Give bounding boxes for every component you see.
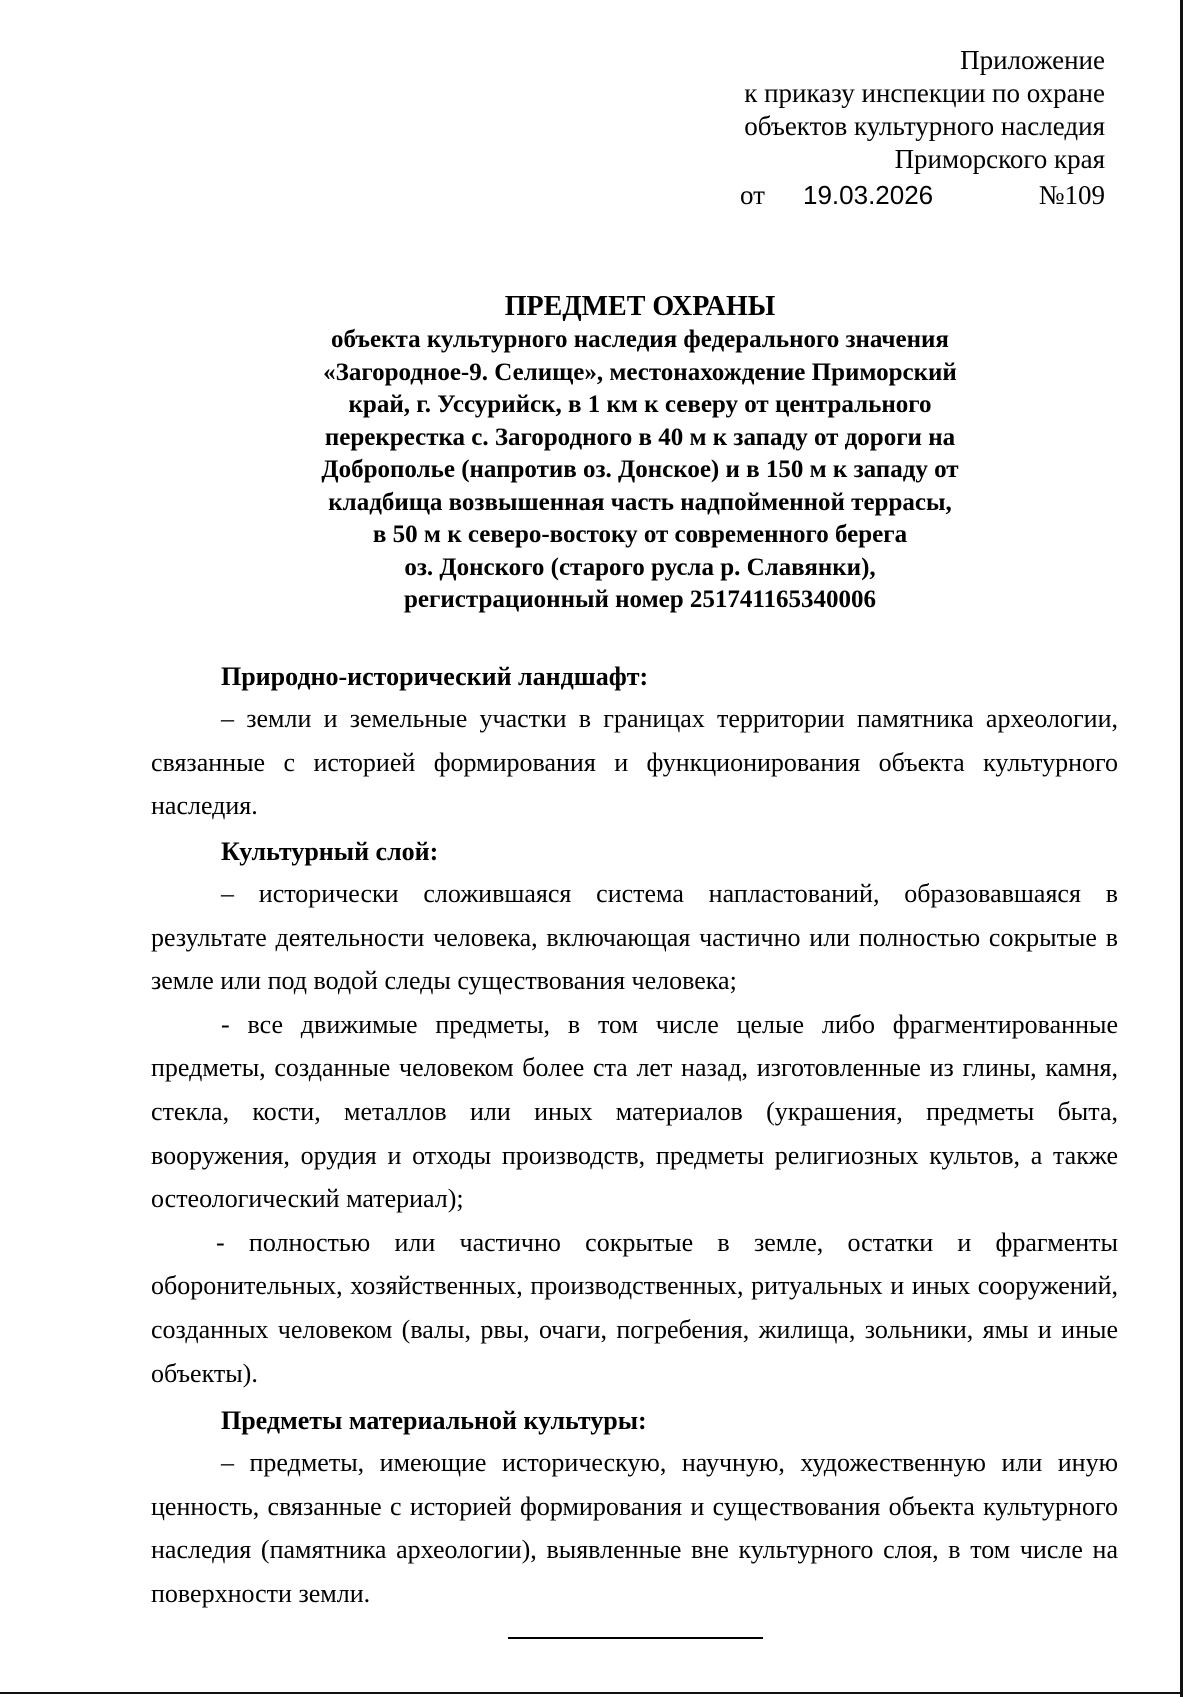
section-body-material-culture [151,1441,1118,1615]
date-prefix: от [740,180,765,210]
header-line: Приложение [960,45,1105,75]
header-line: объектов культурного наследия [744,111,1105,141]
title-line: в 50 м к северо-востоку от современного берега [372,521,908,548]
paragraph: - все движимые предметы, в том числе целые либо фрагментированные предметы, созданные человеком более ста лет назад, изготовленные из глины, камня, стекла, кости, металлов или иных материалов (украшения, предметы быта, вооружения, орудия и отходы производств, предметы религиозных культов, а также остеологический материал); [151,1009,1118,1214]
title-line: регистрационный номер 251741165340006 [404,586,876,613]
scan-edge-bottom [0,1692,1183,1694]
section-heading-cultural-layer: Культурный слой: [221,837,439,866]
title-line: край, г. Уссурийск, в 1 км к северу от центрального [348,391,932,418]
scan-edge-right [1180,0,1183,1697]
title-line: оз. Донского (старого русла р. Славянки), [404,553,876,581]
title-line: Доброполье (напротив оз. Донское) и в 150 м к западу от [321,456,959,483]
document-title-block [150,290,1130,617]
document-title: ПРЕДМЕТ ОХРАНЫ [504,291,776,322]
closing-rule [508,1637,763,1639]
paragraph: – земли и земельные участки в границах территории памятника археологии, связанные с историей формирования и функционирования объекта культурного наследия. [151,704,1118,821]
header-line: к приказу инспекции по охране [744,78,1105,108]
order-number: №109 [1038,180,1105,210]
section-body-landscape [151,697,1118,828]
title-line: кладбища возвышенная часть надпойменной террасы, [328,488,952,516]
header-line: Приморского края [894,144,1105,174]
order-date-line [740,179,1105,212]
paragraph: – исторически сложившаяся система напластований, образовавшаяся в результате деятельности человека, включающая частично или полностью сокрытые в земле или под водой следы существования человека; [151,879,1118,996]
title-line: перекрестка с. Загородного в 40 м к западу от дороги на [324,423,956,451]
order-date: 19.03.2026 [803,180,934,210]
section-heading-material-culture: Предметы материальной культуры: [221,1406,647,1435]
section-body-cultural-layer [151,872,1118,1395]
header-block [744,44,1105,176]
section-heading-landscape: Природно-исторический ландшафт: [221,662,649,691]
title-line: объекта культурного наследия федерального значения [331,326,949,353]
title-line: «Загородное-9. Селище», местонахождение Приморский [323,358,957,386]
paragraph: - полностью или частично сокрытые в земле, остатки и фрагменты оборонительных, хозяйственных, производственных, ритуальных и иных сооружений, созданных человеком (валы, рвы, очаги, погребения, жилища, зольники, ямы и иные объекты). [151,1227,1118,1388]
paragraph: – предметы, имеющие историческую, научную, художественную или иную ценность, связанные с историей формирования и существования объекта культурного наследия (памятника археологии), выявленные вне культурного слоя, в том числе на поверхности земли. [151,1448,1118,1608]
